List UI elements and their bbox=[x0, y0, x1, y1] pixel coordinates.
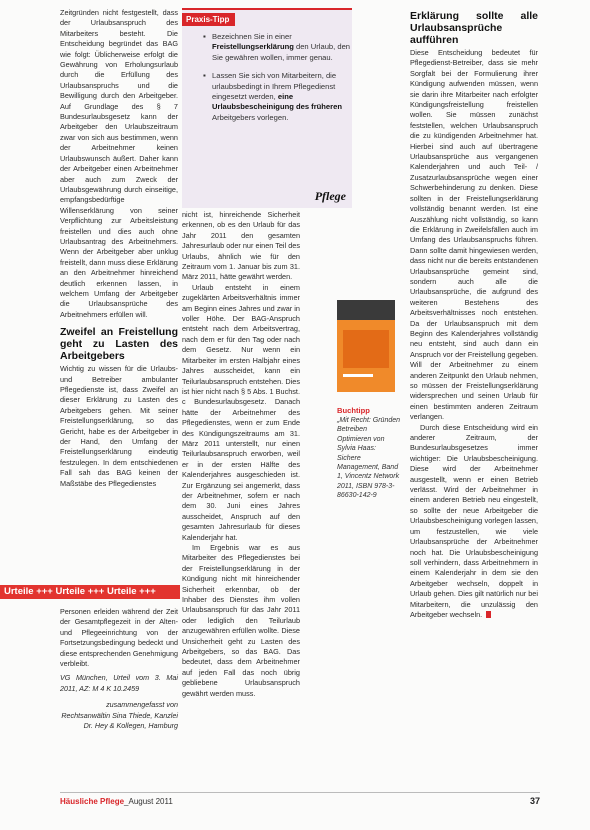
section-heading: Erklärung sollte alle Urlaubsansprüche aufführen bbox=[410, 10, 538, 46]
book-cover-image bbox=[337, 300, 395, 392]
page-number: 37 bbox=[529, 796, 540, 806]
praxis-tipp-title: Praxis-Tipp bbox=[182, 13, 235, 26]
urteile-content bbox=[60, 607, 178, 731]
list-item: ▪ Bezeichnen Sie in einer Freistellungserklärung den Urlaub, den Sie gewähren wollen, immer genau. bbox=[212, 32, 352, 63]
urteile-box bbox=[0, 585, 180, 785]
paragraph: Diese Entscheidung bedeutet für Pflegedienst-Betreiber, dass sie mehr Sorgfalt bei der Formulierung ihrer Kündigung aufwenden müssen, wenn sie darin ihre Mitarbeiter nach erfolgter Kündigungsfreistellung freistellen wollen. Sie müssen zunächst feststellen, welchen Urlaubsanspruch die zu kündigenden Arbeitnehmer hat. Hierbei sind auch auf übertragene Urlaubsansprüche aus vergangenen Kalenderjahren und auch Teil- / Zusatzurlaubsansprüche wegen einer Schwerbehinderung zu denken. Diese sollten in der Freistellungserklärung vollständig benannt werden. Ist eine Auszählung nicht vollständig, so kann die Erklärung in Zweifelsfällen auch im Umfang des Urlaubsanspruchs führen. Dann sollte damit hingewiesen werden, dass nicht nur die bereits entstandenen Urlaubsansprüche gemeint sind, sondern auch alle die Urlaubsansprüche, die aufgrund des weiteren Bestehens des Arbeitsverhältnisses noch entstehen. Da der Urlaubsanspruch mit dem Beginn des Kalenderjahres vollständig neu entsteht, sind auch dann ein Anspruch vor der Freistellung gegeben. Will der Arbeitnehmer zu einem anderen Zeitpunkt den Urlaub nehmen, so müssen der Freistellungserklärung widersprechen und seinen Urlaub für einen bestimmten anderen Zeitraum verlangen. bbox=[410, 48, 538, 422]
urteile-text: Personen erleiden während der Zeit der Gesamtpflegezeit in der Alten- und Pflegeeinrichtung von der Fortsetzungsbedingung bedeckt und diese entsprechenden Genehmigung verbleibt. bbox=[60, 607, 178, 669]
paragraph: Urlaub entsteht in einem zugeklärten Arbeitsverhältnis immer am Beginn eines Jahres und zwar in voller Höhe. Der BAG-Anspruch entsteht nach dem Arbeitsvertrag, nach dem er für den Tag oder nach dem Gesetz. Nur wenn ein Mitarbeiter im ersten Halbjahr eines Jahres ausscheidet, kann ein Teilurlaubsanspruch entstehen. Dies ist hier nicht nach § 5 Abs. 1 Buchst. c Bundesurlaubsgesetz. Danach hätte der Arbeitnehmer des Pflegedienstes, wenn er zum Ende des Kündigungszeitraums am 31. März 2011 unterstellt, nur einen Teilurlaubsanspruch erworben, weil er in der ersten Hälfte des Kalenderjahres ausgeschieden ist. Zur Ergänzung sei angemerkt, dass der Arbeitnehmer, sofern er nach dem 30. Juni eines Jahres ausscheidet, Anspruch auf den gesamten Jahresurlaub für dieses Kalenderjahr hat. bbox=[182, 282, 300, 542]
column-2 bbox=[182, 210, 300, 699]
book-tip-heading: Buchtipp bbox=[337, 406, 370, 415]
paragraph: Zeitgründen nicht festgestellt, dass der Urlaubsanspruch des Mitarbeiters besteht. Die Entscheidung begründet das BAG wie folgt: Üblicherweise erfolgt die Gewährung von Erholungsurlaub durch die Erfüllung des Urlaubsanspruchs und die Bewilligung durch den Arbeitgeber. Auf Grundlage des § 7 Bundesurlaubsgesetz kann der Arbeitgeber den Urlaubszeitraum zwar von sich aus bestimmen, wenn der Arbeitnehmer keinen Urlaubswunsch äußert. Daher kann der Arbeitgeber einen Arbeitnehmer aber auch zum Zweck der Urlaubsgewährung durch einseitige, empfangsbedürftige Willenserklärung von seiner Verpflichtung zur Arbeitsleistung freistellen und dies auch ohne Urlaubsantrag des Arbeitnehmers. Wenn der Arbeitgeber aber unklug freistellt, dann muss diese Erklärung an den Arbeitnehmer hinreichend deutlich erkennen lassen, in welchem Umfang der Arbeitgeber die Urlaubsansprüche des Arbeitnehmers erfüllen will. bbox=[60, 8, 178, 319]
urteile-banner: Urteile +++ Urteile +++ Urteile +++ bbox=[0, 585, 180, 599]
paragraph: Durch diese Entscheidung wird ein anderer Zeitraum, der Bundesurlaubsgesetzes immer wichtiger: Die Urlaubsbescheinigung. Diese wird der Arbeitnehmer ausgestellt, wenn er einen Betrieb verlässt. Wird der Arbeitnehmer in einem anderen Betrieb neu eingestellt, so sollte der neue Arbeitgeber die Urlaubsbescheinigung vorlegen lassen, um festzustellen, wie viele Urlaubsansprüche der Arbeitnehmer noch hat. Die Urlaubsbescheinigung soll verhindern, dass Arbeitnehmern in einem Kalenderjahr in dem sie den Arbeitgeber wechseln, doppelt in Urlaub gehen. Dies gilt natürlich nur bei Mitarbeitern, die unzulässig den Arbeitgeber wechseln. bbox=[410, 422, 538, 619]
list-item: ▪ Lassen Sie sich von Mitarbeitern, die urlaubsbedingt in Ihrem Pflegedienst eingesetzt werden, eine Urlaubsbescheinigung des früheren Arbeitgebers vorlegen. bbox=[212, 71, 352, 123]
praxis-tipp-header bbox=[182, 13, 352, 26]
paragraph: Wichtig zu wissen für die Urlaubs- und Betreiber ambulanter Pflegedienste ist, dass Zweifel an dieser Erklärung zu Lasten des Arbeitgebers gehen. Mit seiner Freistellungserklärung, so das Gericht, habe es der Arbeitgeber in der Hand, den Umfang der Freistellungserklärung eindeutig festzulegen. In dem entschiedenen Fall sah das BAG keinen der Maßstäbe des Pflegedienstes bbox=[60, 364, 178, 488]
column-3 bbox=[410, 8, 538, 620]
footer-publication: Häusliche Pflege_August 2011 bbox=[60, 797, 173, 806]
urteile-author: zusammengefasst von Rechtsanwältin Sina Thiede, Kanzlei Dr. Hey & Kollegen, Hamburg bbox=[61, 700, 178, 731]
pflege-logo: Pflege bbox=[314, 189, 346, 203]
book-tip bbox=[337, 300, 401, 501]
paragraph: Im Ergebnis war es aus Mitarbeiter des Pflegedienstes bei der Freistellungserklärung in der Kündigung nicht mit hinreichender Sicherheit erkennbar, ob der Inhaber des Dienstes ihm vollen Urlaubsanspruch für das Jahr 2011 oder lediglich den Teilurlaub anzugewähren erfüllen wollte. Diese Unsicherheit geht zu Lasten des Arbeitgebers, so das BAG. Das bedeutet, dass dem Arbeitnehmer auf jeden Fall das noch übrig gebliebene Urlaubsanspruch gewährt werden muss. bbox=[182, 543, 300, 698]
end-mark-icon bbox=[486, 611, 491, 618]
praxis-tipp-list bbox=[182, 32, 352, 123]
section-heading: Zweifel an Freistellung geht zu Lasten des Arbeitgebers bbox=[60, 326, 178, 363]
page-footer bbox=[60, 792, 540, 809]
book-tip-text: „Mit Recht: Gründen Betreiben Optimieren von Sylvia Haas: Sichere Management, Band 1, Vincentz Network 2011, ISBN 978-3-86630-142-9 bbox=[337, 417, 401, 500]
paragraph: nicht ist, hinreichende Sicherheit erkennen, ob es den Urlaub für das Jahr 2011 den gesamten Jahresurlaub oder nur einen Teil des Urlaubs, ähnlich wie für den Zeitraum vom 1. Januar bis zum 31. März 2011, hätte gewährt werden. bbox=[182, 210, 300, 282]
column-1 bbox=[60, 8, 178, 489]
urteile-citation: VG München, Urteil vom 3. Mai 2011, AZ: M 4 K 10.2459 bbox=[60, 673, 178, 693]
praxis-tipp-box bbox=[182, 8, 352, 208]
